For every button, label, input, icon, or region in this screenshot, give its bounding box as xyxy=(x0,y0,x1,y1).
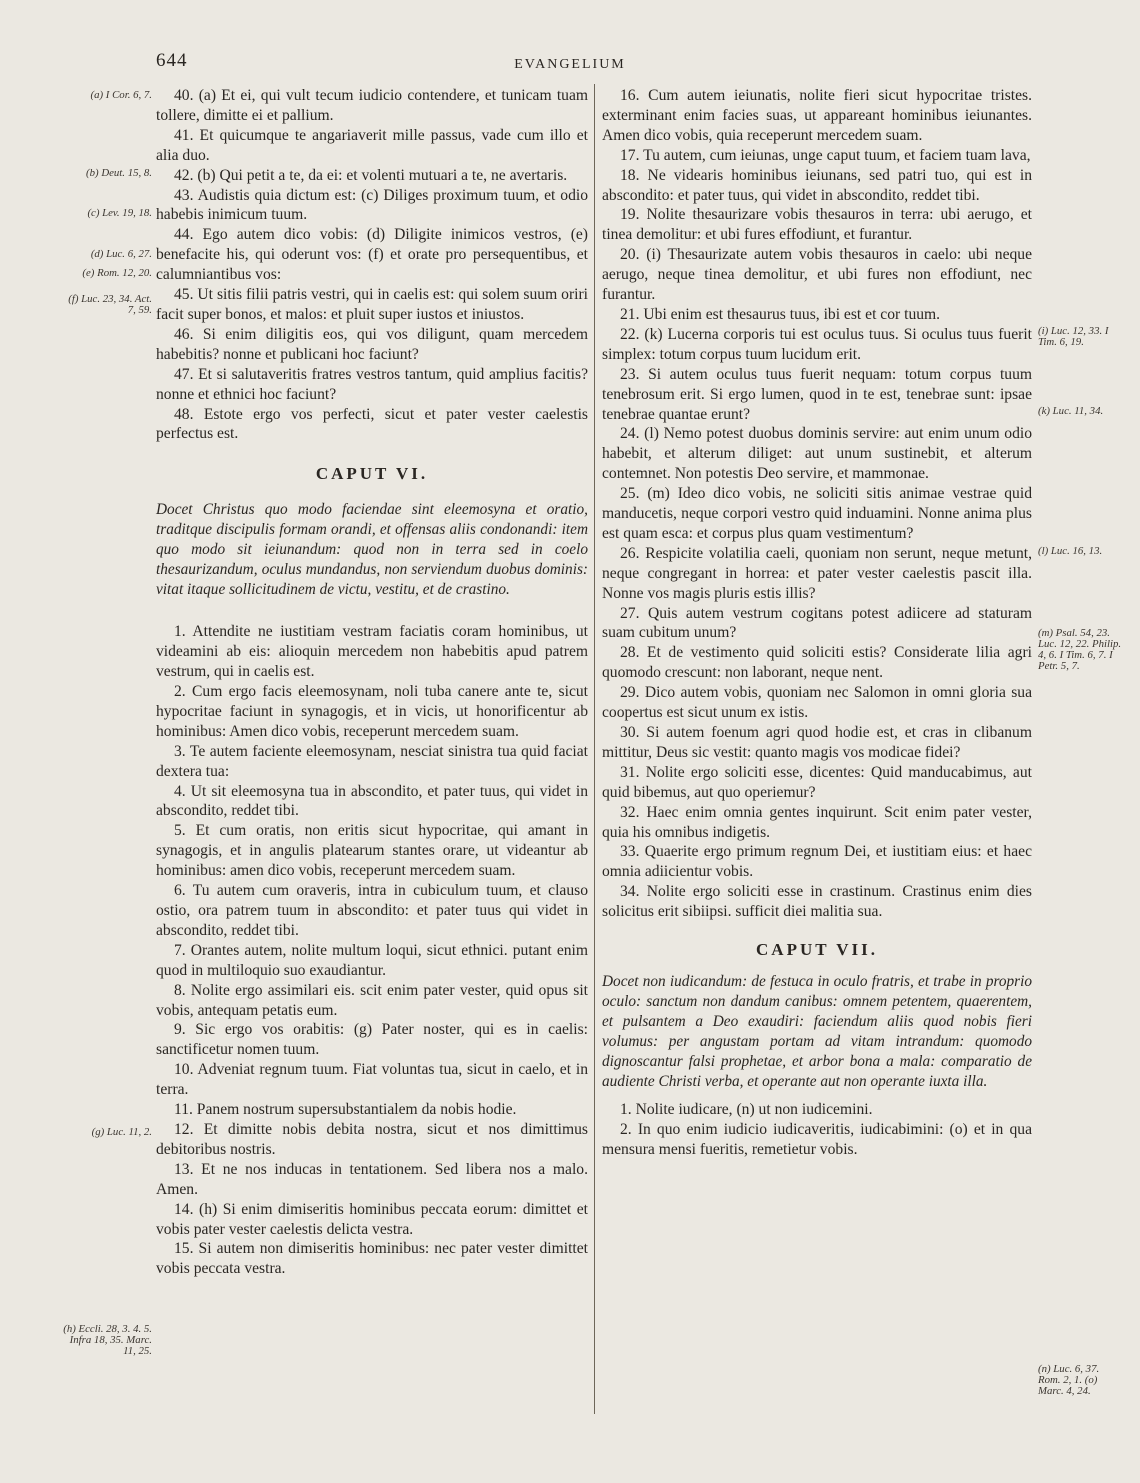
verse-paragraph: 27. Quis autem vestrum cogitans potest adiicere ad staturam suam cubitum unum? xyxy=(602,604,1032,642)
verse-paragraph: 5. Et cum oratis, non eritis sicut hypocritae, qui amant in synagogis, et in angulis platearum stantes orare, ut videantur ab hominibus: amen dico vobis, receperunt mercedem suam. xyxy=(156,822,588,880)
verse-paragraph: 1. Nolite iudicare, (n) ut non iudicemini. xyxy=(620,1101,873,1119)
verse-paragraph: 48. Estote ergo vos perfecti, sicut et pater vester caelestis perfectus est. xyxy=(156,405,588,443)
margin-reference: (h) Eccli. 28, 3. 4. 5. Infra 18, 35. Marc. 11, 25. xyxy=(63,1323,152,1357)
margin-reference: (n) Luc. 6, 37. Rom. 2, 1. (o) Marc. 4, 24. xyxy=(1038,1363,1100,1397)
verse-paragraph: 47. Et si salutaveritis fratres vestros tantum, quid amplius facitis? nonne et ethnici hoc faciunt? xyxy=(156,365,588,403)
verse-paragraph: 2. In quo enim iudicio iudicaveritis, iudicabimini: (o) et in qua mensura mensi fueritis, remetietur vobis. xyxy=(602,1120,1032,1158)
verse-paragraph: 25. (m) Ideo dico vobis, ne soliciti sitis animae vestrae quid manducetis, neque corpori vestro quid induamini. Nonne anima plus est quam esca: et corpus plus quam vestimentum? xyxy=(602,485,1032,542)
verse-paragraph: 26. Respicite volatilia caeli, quoniam non serunt, neque metunt, neque congregant in horrea: et pater vester caelestis pascit illa. Nonne vos magis pluris estis illis? xyxy=(602,544,1032,602)
page-number: 644 xyxy=(156,50,188,71)
verse-paragraph: 29. Dico autem vobis, quoniam nec Salomon in omni gloria sua coopertus est sicut unum ex istis. xyxy=(602,684,1032,722)
verse-paragraph: 14. (h) Si enim dimiseritis hominibus peccata eorum: dimittet et vobis pater vester caelestis delicta vestra. xyxy=(156,1200,588,1238)
chapter-heading: CAPUT VII. xyxy=(756,940,878,960)
left-column xyxy=(156,86,588,1279)
chapter-summary: Docet Christus quo modo faciendae sint eleemosyna et oratio, traditque discipulis formam orandi, et offensas aliis condonandi: item quo modo sit ieiunandum: quod non in terra sed in coelo thesaurizandum, oculus mundandus, non serviendum duobus dominis: vitat itaque sollicitudinem de victu, vestitu, et de crastino. xyxy=(156,501,588,599)
margin-reference: (e) Rom. 12, 20. xyxy=(82,267,152,279)
verse-paragraph: 21. Ubi enim est thesaurus tuus, ibi est et cor tuum. xyxy=(620,305,941,323)
chapter-heading: CAPUT VI. xyxy=(315,464,429,484)
verse-paragraph: 44. Ego autem dico vobis: (d) Diligite inimicos vestros, (e) benefacite his, qui oderunt vos: (f) et orate pro persequentibus, et calumniantibus vos: xyxy=(156,226,588,284)
verse-paragraph: 2. Cum ergo facis eleemosynam, noli tuba canere ante te, sicut hypocritae faciunt in synagogis, et in vicis, ut honorificentur ab hominibus: Amen dico vobis, receperunt mercedem suam. xyxy=(156,683,588,740)
margin-reference: (a) I Cor. 6, 7. xyxy=(90,89,152,101)
margin-reference: (m) Psal. 54, 23. Luc. 12, 22. Philip. 4, 6. I Tim. 6, 7. I Petr. 5, 7. xyxy=(1038,627,1122,672)
verse-paragraph: 12. Et dimitte nobis debita nostra, sicut et nos dimittimus debitoribus nostris. xyxy=(156,1120,588,1158)
verse-paragraph: 32. Haec enim omnia gentes inquirunt. Scit enim pater vester, quia his omnibus indigetis. xyxy=(602,803,1032,841)
verse-paragraph: 7. Orantes autem, nolite multum loqui, sicut ethnici. putant enim quod in multiloquio suo exaudiantur. xyxy=(156,941,588,979)
verse-paragraph: 10. Adveniat regnum tuum. Fiat voluntas tua, sicut in caelo, et in terra. xyxy=(156,1061,588,1099)
verse-paragraph: 17. Tu autem, cum ieiunas, unge caput tuum, et faciem tuam lava, xyxy=(620,146,1031,164)
margin-reference: (i) Luc. 12, 33. I Tim. 6, 19. xyxy=(1038,325,1109,348)
margin-reference: (k) Luc. 11, 34. xyxy=(1038,405,1104,417)
verse-paragraph: 34. Nolite ergo soliciti esse in crastinum. Crastinus enim dies solicitus erit sibiipsi. sufficit diei malitia sua. xyxy=(602,883,1032,921)
margin-reference: (g) Luc. 11, 2. xyxy=(91,1126,152,1138)
verse-paragraph: 31. Nolite ergo soliciti esse, dicentes: Quid manducabimus, aut quid bibemus, aut quo operiemur? xyxy=(602,763,1032,801)
verse-paragraph: 42. (b) Qui petit a te, da ei: et volenti mutuari a te, ne avertaris. xyxy=(174,166,568,184)
verse-paragraph: 9. Sic ergo vos orabitis: (g) Pater noster, qui es in caelis: sanctificetur nomen tuum. xyxy=(156,1021,588,1059)
margin-reference: (c) Lev. 19, 18. xyxy=(87,207,152,219)
verse-paragraph: 45. Ut sitis filii patris vestri, qui in caelis est: qui solem suum oriri facit super bonos, et malos: et pluit super iustos et iniustos. xyxy=(156,286,588,323)
margin-reference: (f) Luc. 23, 34. Act. 7, 59. xyxy=(68,293,152,316)
verse-paragraph: 6. Tu autem cum oraveris, intra in cubiculum tuum, et clauso ostio, ora patrem tuum in abscondito: et pater tuus qui videt in abscondito, reddet tibi. xyxy=(156,882,588,939)
verse-paragraph: 20. (i) Thesaurizate autem vobis thesauros in caelo: ubi neque aerugo, neque tinea demolitur, et ubi fures non effodiunt, nec furantur. xyxy=(602,246,1032,304)
verse-paragraph: 40. (a) Et ei, qui vult tecum iudicio contendere, et tunicam tuam tollere, dimitte ei et pallium. xyxy=(156,87,588,124)
margin-reference: (d) Luc. 6, 27. xyxy=(90,248,152,260)
verse-paragraph: 19. Nolite thesaurizare vobis thesauros in terra: ubi aerugo, et tinea demolitur: et ubi fures effodiunt, et furantur. xyxy=(602,206,1032,244)
verse-paragraph: 16. Cum autem ieiunatis, nolite fieri sicut hypocritae tristes. exterminant enim facies suas, ut appareant hominibus ieiunantes. Amen dico vobis, quia receperunt mercedem suam. xyxy=(602,87,1032,144)
verse-paragraph: 1. Attendite ne iustitiam vestram faciatis coram hominibus, ut videamini ab eis: alioquin mercedem non habebitis apud patrem vestrum, qui in caelis est. xyxy=(156,623,588,681)
verse-paragraph: 3. Te autem faciente eleemosynam, nesciat sinistra tua quid faciat dextera tua: xyxy=(156,742,588,780)
verse-paragraph: 11. Panem nostrum supersubstantialem da nobis hodie. xyxy=(174,1101,517,1119)
verse-paragraph: 22. (k) Lucerna corporis tui est oculus tuus. Si oculus tuus fuerit simplex: totum corpus tuum lucidum erit. xyxy=(602,325,1032,363)
verse-paragraph: 15. Si autem non dimiseritis hominibus: nec pater vester dimittet vobis peccata vestra. xyxy=(156,1240,588,1278)
right-column xyxy=(602,86,1032,1160)
verse-paragraph: 23. Si autem oculus tuus fuerit nequam: totum corpus tuum tenebrosum erit. Si ergo lumen, quod in te est, tenebrae sunt: ipsae tenebrae quantae erunt? xyxy=(602,365,1032,423)
verse-paragraph: 30. Si autem foenum agri quod hodie est, et cras in clibanum mittitur, Deus sic vestit: quanto magis vos modicae fidei? xyxy=(602,724,1032,761)
verse-paragraph: 28. Et de vestimento quid soliciti estis? Considerate lilia agri quomodo crescunt: non laborant, neque nent. xyxy=(602,644,1032,682)
chapter-summary: Docet non iudicandum: de festuca in oculo fratris, et trabe in proprio oculo: sanctum non dandum canibus: omnem petentem, quaerentem, et pulsantem a Deo exaudiri: faciendum aliis quod nobis fieri volumus: per angustam portam ad vitam intrandum: quomodo dignoscantur falsi prophetae, et arbor bona a mala: comparatio de audiente Christi verba, et operante aut non operante iuxta illa. xyxy=(602,973,1032,1091)
verse-paragraph: 43. Audistis quia dictum est: (c) Diliges proximum tuum, et odio habebis inimicum tuum. xyxy=(156,186,588,224)
verse-paragraph: 46. Si enim diligitis eos, qui vos diligunt, quam mercedem habebitis? nonne et publicani hoc faciunt? xyxy=(156,325,588,363)
verse-paragraph: 18. Ne videaris hominibus ieiunans, sed patri tuo, qui est in abscondito: et pater tuus, qui videt in abscondito, reddet tibi. xyxy=(602,166,1032,204)
margin-reference: (b) Deut. 15, 8. xyxy=(86,167,152,179)
column-divider xyxy=(594,84,595,1414)
verse-paragraph: 8. Nolite ergo assimilari eis. scit enim pater vester, quid opus sit vobis, antequam petatis eum. xyxy=(156,981,588,1019)
verse-paragraph: 41. Et quicumque te angariaverit mille passus, vade cum illo et alia duo. xyxy=(156,126,588,164)
verse-paragraph: 33. Quaerite ergo primum regnum Dei, et iustitiam eius: et haec omnia adiicientur vobis. xyxy=(602,843,1032,881)
verse-paragraph: 4. Ut sit eleemosyna tua in abscondito, et pater tuus, qui videt in abscondito, reddet tibi. xyxy=(156,782,588,820)
verse-paragraph: 24. (l) Nemo potest duobus dominis servire: aut enim unum odio habebit, et alterum diliget: aut unum sustinebit, et alterum contemnet. Non potestis Deo servire, et mammonae. xyxy=(602,425,1032,483)
verse-paragraph: 13. Et ne nos inducas in tentationem. Sed libera nos a malo. Amen. xyxy=(156,1160,588,1198)
running-title: EVANGELIUM xyxy=(514,57,626,72)
margin-reference: (l) Luc. 16, 13. xyxy=(1038,545,1103,557)
